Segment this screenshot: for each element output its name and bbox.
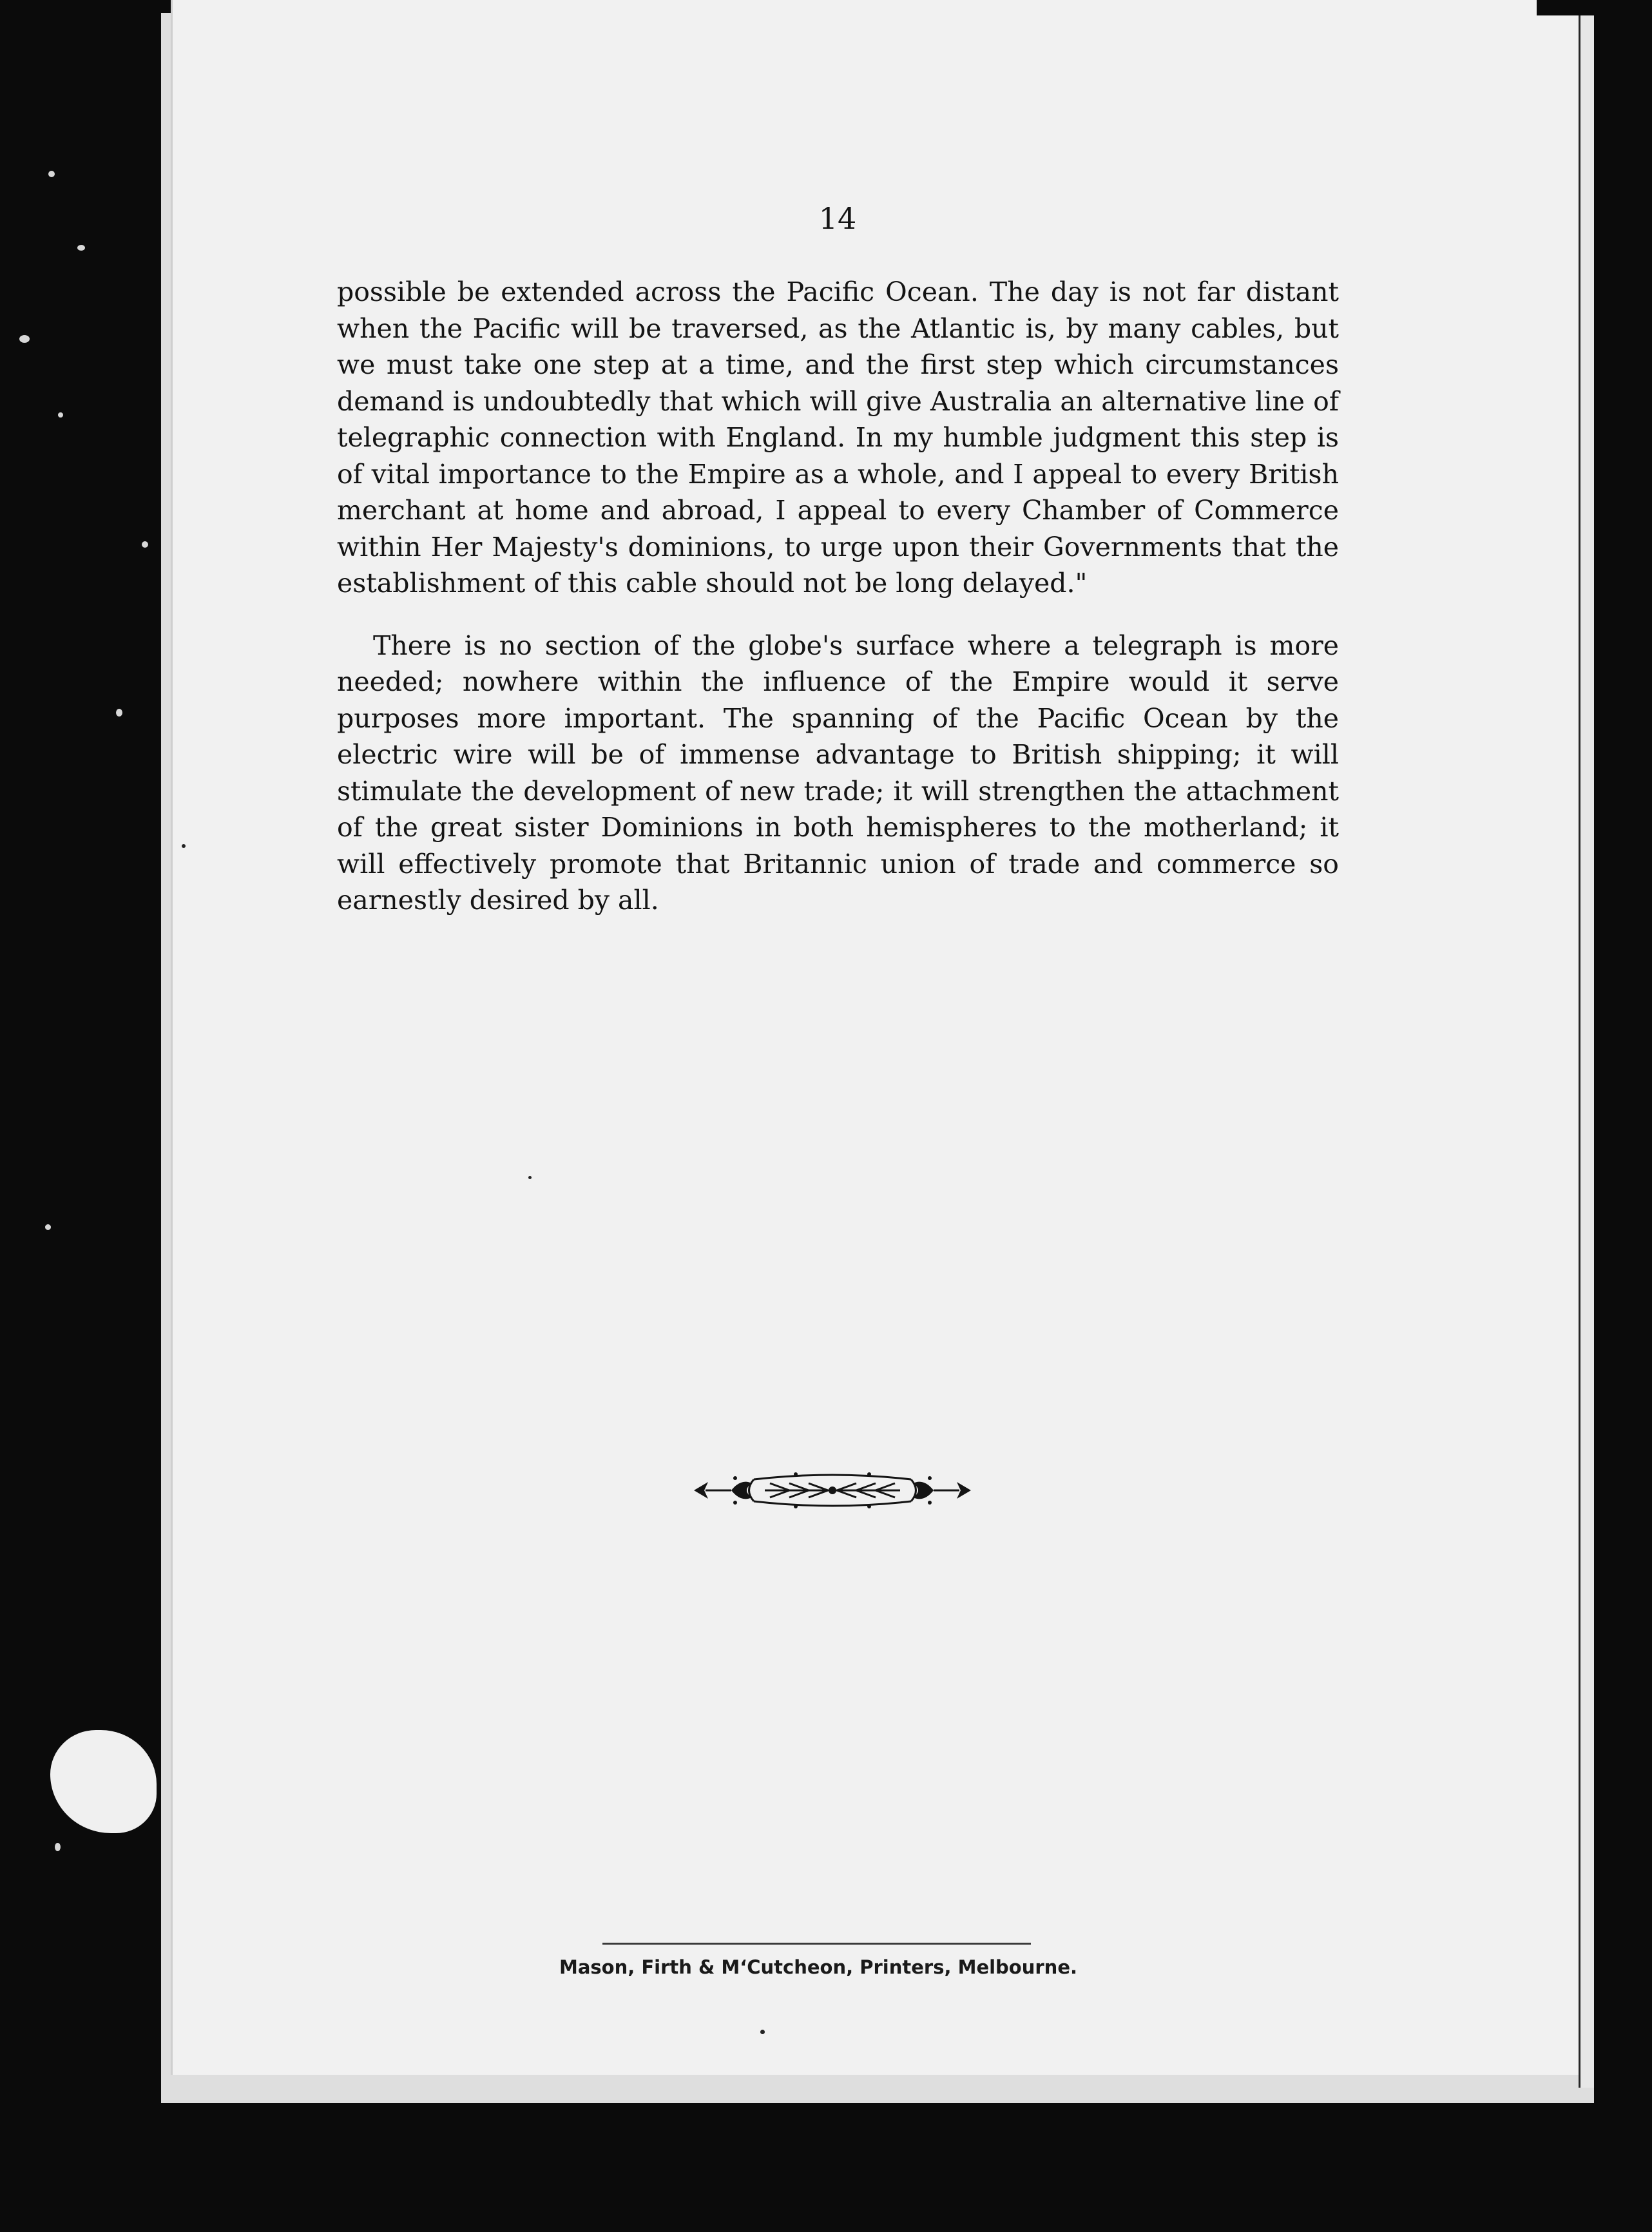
dust-speck <box>142 541 148 548</box>
dust-speck <box>45 1224 51 1230</box>
dust-speck <box>116 709 122 717</box>
scan-margin-top <box>1537 0 1601 15</box>
paragraph: There is no section of the globe's surface where a telegraph is more needed; nowhere within the influence of the Empire would it serve purposes more important. The spanning of the Pacific Ocean by the electric wire will be of immense advantage to British shipping; it will stimulate the development of new trade; it will strengthen the attachment of the great sister Dominions in both hemispheres to the motherland; it will effectively promote that Britannic union of trade and commerce so earnestly desired by all. <box>337 630 1339 916</box>
paragraph: possible be extended across the Pacific Ocean. The day is not far distant when the Pacific will be traversed, as the Atlantic is, by many cables, but we must take one step at a time, and the first step which circumstances demand is undoubtedly that which will give Australia an alternative line of telegraphic connection with England. In my humble judgment this step is of vital importance to the Empire as a whole, and I appeal to every British merchant at home and abroad, I appeal to every Chamber of Commerce within Her Majesty's dominions, to urge upon their Governments that the establishment of this cable should not be long delayed." <box>337 276 1339 599</box>
page-edge <box>1579 0 1596 2088</box>
dust-speck <box>19 335 30 343</box>
dust-speck <box>77 245 85 251</box>
ink-speck <box>182 844 186 848</box>
page-number: 14 <box>818 201 857 236</box>
dust-speck <box>55 1843 61 1851</box>
body-text <box>337 274 1339 919</box>
paper-scrap <box>50 1730 157 1833</box>
dust-speck <box>48 171 55 177</box>
dust-speck <box>58 412 63 418</box>
ink-speck <box>528 1176 532 1179</box>
imprint-rule <box>602 1943 1031 1945</box>
ink-speck <box>760 2030 765 2034</box>
printer-imprint: Mason, Firth & M‘Cutcheon, Printers, Melbourne. <box>559 1956 1078 1978</box>
floral-ornament-icon <box>693 1469 972 1512</box>
scan-margin <box>1594 0 1652 2232</box>
